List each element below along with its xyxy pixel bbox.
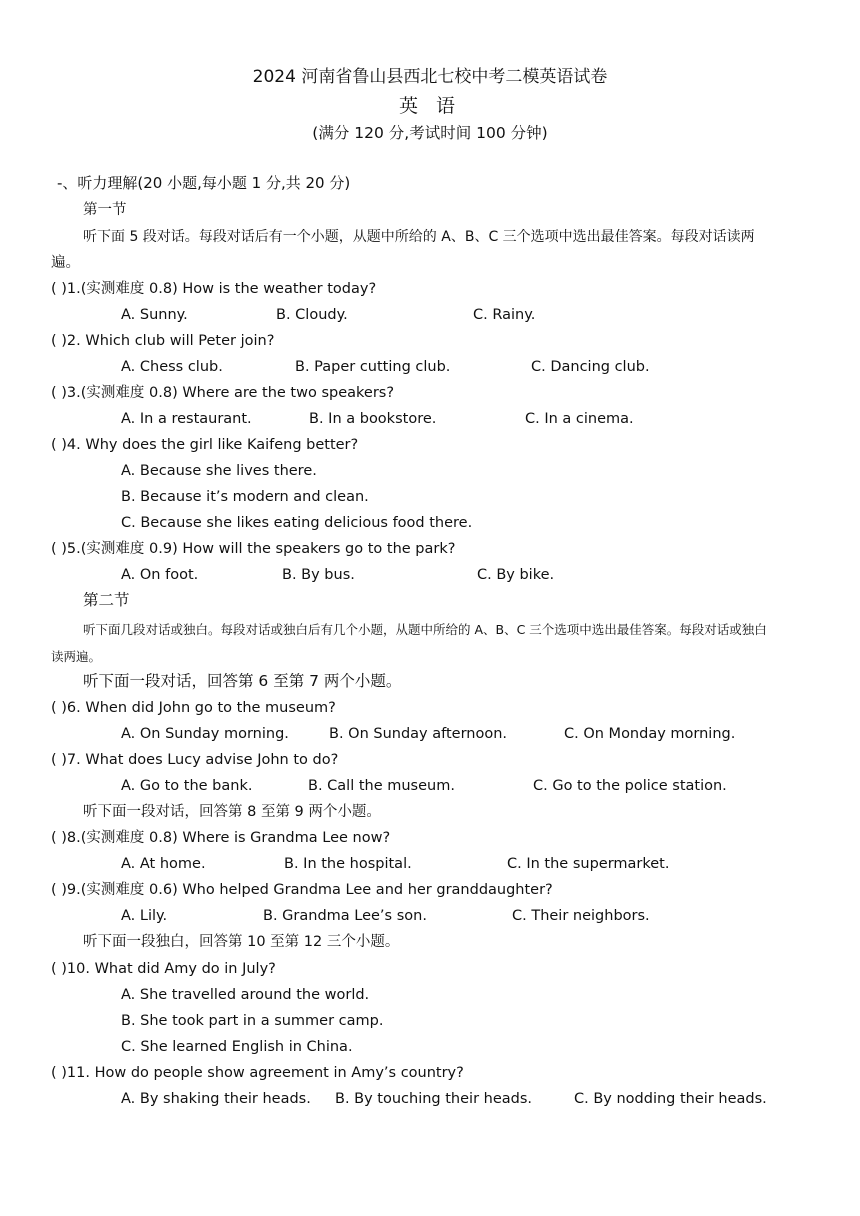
question-10: ( )10. What did Amy do in July? [51, 961, 276, 977]
part2-sub-instruction-2: 听下面一段对话，回答第 8 至第 9 两个小题。 [83, 804, 381, 820]
q9-option-c: C. Their neighbors. [512, 908, 650, 924]
exam-info: (满分 120 分,考试时间 100 分钟) [312, 124, 548, 142]
q11-option-a: A. By shaking their heads. [121, 1091, 311, 1107]
section-heading: -、听力理解(20 小题,每小题 1 分,共 20 分) [57, 174, 351, 192]
q1-option-a: A. Sunny. [121, 307, 188, 323]
q6-option-c: C. On Monday morning. [564, 726, 736, 742]
q7-option-c: C. Go to the police station. [533, 778, 727, 794]
q3-option-c: C. In a cinema. [525, 411, 634, 427]
exam-title: 2024 河南省鲁山县西北七校中考二模英语试卷 [252, 67, 608, 87]
question-1: ( )1.(实测难度 0.8) How is the weather today? [51, 281, 377, 297]
question-5: ( )5.(实测难度 0.9) How will the speakers go to the park? [51, 541, 456, 557]
q8-option-a: A. At home. [121, 856, 206, 872]
q3-option-b: B. In a bookstore. [309, 411, 437, 427]
q1-option-b: B. Cloudy. [276, 307, 348, 323]
q2-option-a: A. Chess club. [121, 359, 223, 375]
part1-label: 第一节 [83, 202, 127, 218]
question-6: ( )6. When did John go to the museum? [51, 700, 336, 716]
part1-instructions: 听下面 5 段对话。每段对话后有一个小题，从题中所给的 A、B、C 三个选项中选出最佳答案。每段对话读两 [83, 229, 755, 245]
q4-option-c: C. Because she likes eating delicious food there. [121, 515, 473, 531]
q10-option-c: C. She learned English in China. [121, 1039, 353, 1055]
q5-option-c: C. By bike. [477, 567, 555, 583]
subject-title: 英 语 [398, 95, 462, 117]
q2-option-c: C. Dancing club. [531, 359, 650, 375]
q7-option-b: B. Call the museum. [308, 778, 455, 794]
q5-option-b: B. By bus. [282, 567, 355, 583]
q9-option-a: A. Lily. [121, 908, 168, 924]
question-3: ( )3.(实测难度 0.8) Where are the two speakers? [51, 385, 395, 401]
q5-option-a: A. On foot. [121, 567, 199, 583]
q8-option-b: B. In the hospital. [284, 856, 412, 872]
question-2: ( )2. Which club will Peter join? [51, 333, 275, 349]
question-11: ( )11. How do people show agreement in Amy’s country? [51, 1065, 464, 1081]
part1-instructions-cont: 遍。 [51, 255, 80, 271]
part2-sub-instruction-3: 听下面一段独白，回答第 10 至第 12 三个小题。 [83, 934, 400, 950]
question-7: ( )7. What does Lucy advise John to do? [51, 752, 339, 768]
question-4: ( )4. Why does the girl like Kaifeng better? [51, 437, 359, 453]
q11-option-b: B. By touching their heads. [335, 1091, 533, 1107]
q10-option-b: B. She took part in a summer camp. [121, 1013, 384, 1029]
q3-option-a: A. In a restaurant. [121, 411, 252, 427]
part2-sub-instruction-1: 听下面一段对话，回答第 6 至第 7 两个小题。 [83, 672, 402, 690]
q2-option-b: B. Paper cutting club. [295, 359, 451, 375]
q1-option-c: C. Rainy. [473, 307, 536, 323]
q6-option-b: B. On Sunday afternoon. [329, 726, 508, 742]
q4-option-b: B. Because it’s modern and clean. [121, 489, 369, 505]
q6-option-a: A. On Sunday morning. [121, 726, 289, 742]
question-9: ( )9.(实测难度 0.6) Who helped Grandma Lee and her granddaughter? [51, 882, 553, 898]
part2-label: 第二节 [83, 591, 130, 609]
q11-option-c: C. By nodding their heads. [574, 1091, 767, 1107]
question-8: ( )8.(实测难度 0.8) Where is Grandma Lee now? [51, 830, 391, 846]
q8-option-c: C. In the supermarket. [507, 856, 670, 872]
q9-option-b: B. Grandma Lee’s son. [263, 908, 427, 924]
q4-option-a: A. Because she lives there. [121, 463, 317, 479]
q7-option-a: A. Go to the bank. [121, 778, 253, 794]
q10-option-a: A. She travelled around the world. [121, 987, 370, 1003]
part2-instructions-cont: 读两遍。 [51, 649, 102, 664]
part2-instructions: 听下面几段对话或独白。每段对话或独白后有几个小题，从题中所给的 A、B、C 三个选项中选出最佳答案。每段对话或独白 [83, 622, 767, 637]
